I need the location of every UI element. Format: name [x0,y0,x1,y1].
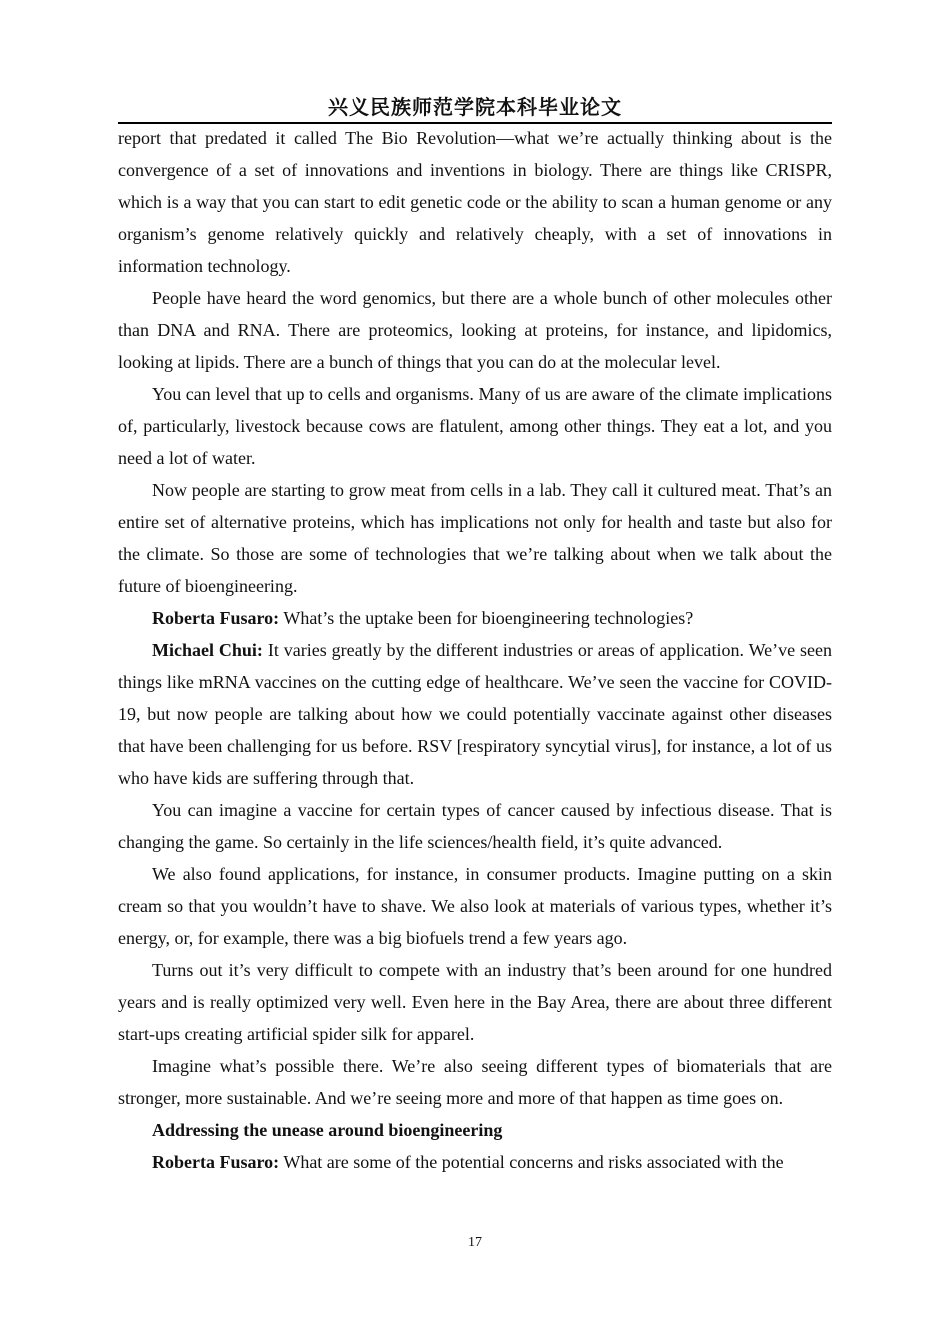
page-header-title: 兴义民族师范学院本科毕业论文 [328,97,622,119]
paragraph [118,602,832,634]
paragraph [118,474,832,602]
paragraph-text: Turns out it’s very difficult to compete with an industry that’s been around for one hundred years and is really optimized very well. Even here in the Bay Area, there are about three different start-ups creating artificial spider silk for apparel. [118,960,832,1044]
speaker-name: Michael Chui: [152,640,263,660]
paragraph [118,122,832,282]
body-text [118,122,832,1178]
section-heading-text: Addressing the unease around bioengineering [152,1120,503,1140]
paragraph-text: It varies greatly by the different industries or areas of application. We’ve seen things like mRNA vaccines on the cutting edge of healthcare. We’ve seen the vaccine for COVID-19, but now people are talking about how we could potentially vaccinate against other diseases that have been challenging for us before. RSV [respiratory syncytial virus], for instance, a lot of us who have kids are suffering through that. [118,640,832,788]
paragraph-text: People have heard the word genomics, but there are a whole bunch of other molecules other than DNA and RNA. There are proteomics, looking at proteins, for instance, and lipidomics, looking at lipids. There are a bunch of things that you can do at the molecular level. [118,288,832,372]
paragraph [118,378,832,474]
section-heading [118,1114,832,1146]
paragraph [118,954,832,1050]
speaker-name: Roberta Fusaro: [152,608,280,628]
paragraph [118,1146,832,1178]
paragraph-text: You can level that up to cells and organisms. Many of us are aware of the climate implications of, particularly, livestock because cows are flatulent, among other things. They eat a lot, and you need a lot of water. [118,384,832,468]
paragraph [118,794,832,858]
page-number: 17 [468,1235,482,1250]
paragraph-text: You can imagine a vaccine for certain types of cancer caused by infectious disease. That is changing the game. So certainly in the life sciences/health field, it’s quite advanced. [118,800,832,852]
paragraph-text: Now people are starting to grow meat from cells in a lab. They call it cultured meat. That’s an entire set of alternative proteins, which has implications not only for health and taste but also for the climate. So those are some of technologies that we’re talking about when we talk about the future of bioengineering. [118,480,832,596]
paragraph [118,1050,832,1114]
paragraph [118,858,832,954]
speaker-name: Roberta Fusaro: [152,1152,280,1172]
paragraph-text: What’s the uptake been for bioengineering technologies? [279,608,694,628]
paragraph [118,634,832,794]
paragraph-text: Imagine what’s possible there. We’re also seeing different types of biomaterials that are stronger, more sustainable. And we’re seeing more and more of that happen as time goes on. [118,1056,832,1108]
paragraph [118,282,832,378]
paragraph-text: We also found applications, for instance, in consumer products. Imagine putting on a skin cream so that you wouldn’t have to shave. We also look at materials of various types, whether it’s energy, or, for example, there was a big biofuels trend a few years ago. [118,864,832,948]
paragraph-text: report that predated it called The Bio Revolution—what we’re actually thinking about is the convergence of a set of innovations and inventions in biology. There are things like CRISPR, which is a way that you can start to edit genetic code or the ability to scan a human genome or any organism’s genome relatively quickly and relatively cheaply, with a set of innovations in information technology. [118,128,832,276]
paragraph-text: What are some of the potential concerns and risks associated with the [279,1152,784,1172]
